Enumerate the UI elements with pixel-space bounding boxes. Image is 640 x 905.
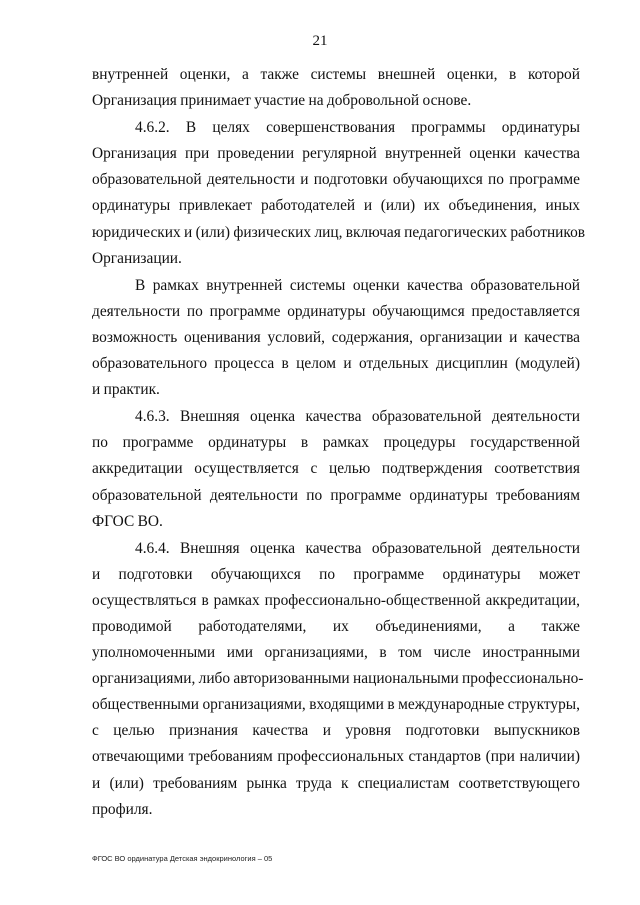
- text-line: В рамках внутренней системы оценки качества образовательной: [135, 276, 580, 294]
- text-line: общественными организациями, входящими в международные структуры,: [92, 696, 580, 714]
- text-line: деятельности по программе ординатуры обучающимся предоставляется: [92, 302, 580, 320]
- paragraph: [92, 404, 580, 534]
- text-line: внутренней оценки, а также системы внешней оценки, в которой: [92, 66, 580, 83]
- text-line: и практик.: [92, 381, 160, 399]
- text-line: образовательной деятельности по программе ординатуры требованиям: [92, 486, 580, 504]
- text-line: Организация при проведении регулярной внутренней оценки качества: [92, 145, 580, 163]
- text-line: образовательного процесса в целом и отдельных дисциплин (модулей): [92, 355, 580, 373]
- text-line: профиля.: [92, 800, 153, 818]
- text-line: 4.6.2. В целях совершенствования программы ординатуры: [135, 119, 580, 137]
- text-line: проводимой работодателями, их объединениями, а также: [92, 617, 580, 635]
- text-line: организациями, либо авторизованными национальными профессионально-: [92, 670, 584, 688]
- text-line: уполномоченными ими организациями, в том числе иностранными: [92, 644, 580, 662]
- page-number: 21: [312, 33, 328, 49]
- text-line: 4.6.3. Внешняя оценка качества образовательной деятельности: [135, 408, 580, 426]
- text-line: по программе ординатуры в рамках процедуры государственной: [92, 434, 580, 452]
- text-line: аккредитации осуществляется с целью подтверждения соответствия: [92, 460, 580, 478]
- text-line: возможность оценивания условий, содержания, организации и качества: [92, 328, 580, 346]
- paragraph: [92, 62, 580, 114]
- text-line: с целью признания качества и уровня подготовки выпускников: [92, 722, 580, 740]
- paragraph: [92, 273, 580, 403]
- text-line: осуществляться в рамках профессионально-общественной аккредитации,: [92, 591, 580, 609]
- text-line: ординатуры привлекает работодателей и (или) их объединения, иных: [92, 197, 580, 215]
- text-line: Организация принимает участие на добровольной основе.: [92, 92, 472, 110]
- text-line: отвечающими требованиям профессиональных стандартов (при наличии): [92, 748, 580, 766]
- text-line: 4.6.4. Внешняя оценка качества образовательной деятельности: [135, 539, 580, 557]
- paragraph: [92, 536, 584, 823]
- text-line: и (или) требованиям рынка труда к специалистам соответствующего: [92, 774, 580, 792]
- text-line: образовательной деятельности и подготовки обучающихся по программе: [92, 171, 580, 189]
- text-line: ФГОС ВО.: [92, 512, 163, 530]
- text-line: юридических и (или) физических лиц, включая педагогических работников: [92, 223, 586, 241]
- paragraph: [92, 115, 586, 272]
- footer-note: ФГОС ВО ординатура Детская эндокринология – 05: [92, 854, 273, 863]
- text-line: и подготовки обучающихся по программе ординатуры может: [92, 565, 580, 583]
- body-text: [92, 62, 586, 823]
- text-line: Организации.: [92, 249, 182, 267]
